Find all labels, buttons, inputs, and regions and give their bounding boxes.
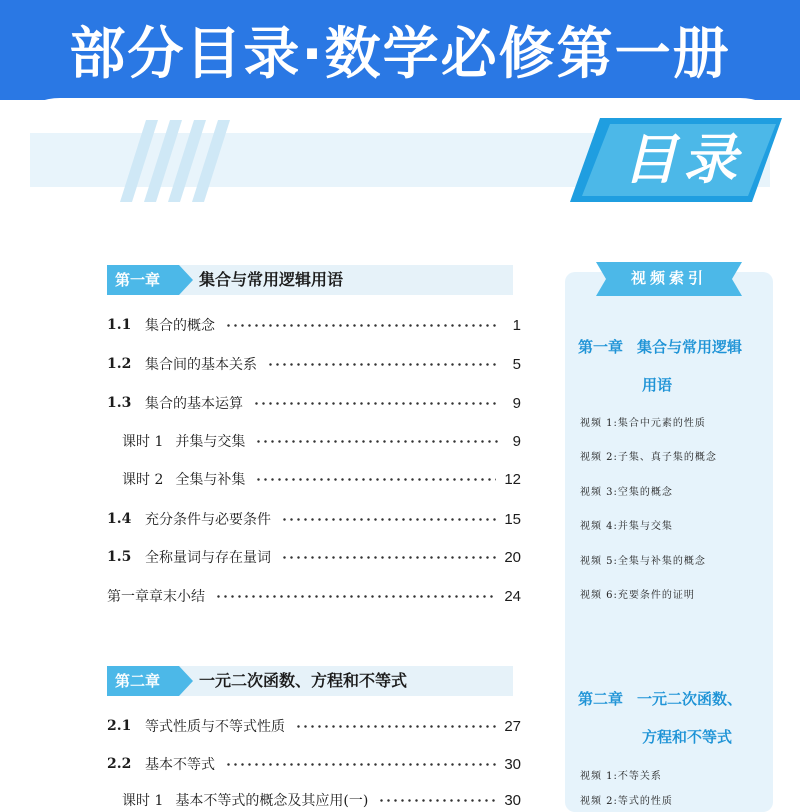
section-title: 集合的概念 xyxy=(145,318,215,334)
page-number: 9 xyxy=(512,394,521,412)
lesson-number: 课时 2 xyxy=(122,472,164,488)
dot-leader xyxy=(253,402,499,405)
toc-row[interactable] xyxy=(122,788,521,812)
video-link[interactable]: 视频 4:并集与交集 xyxy=(580,521,673,532)
section-title: 集合间的基本关系 xyxy=(145,357,257,373)
video-chapter-1-heading xyxy=(578,328,768,404)
banner-tag-label: 目录 xyxy=(623,128,743,191)
section-title: 全集与补集 xyxy=(175,472,246,488)
section-title: 基本不等式 xyxy=(145,757,215,773)
chapter-title: 一元二次函数、方程和不等式 xyxy=(199,671,408,690)
video-chapter-2-heading xyxy=(578,680,768,756)
video-link[interactable]: 视频 1:集合中元素的性质 xyxy=(580,418,706,429)
video-link[interactable]: 视频 5:全集与补集的概念 xyxy=(580,556,706,567)
section-title: 第一章章末小结 xyxy=(107,589,205,605)
page-title: 部分目录·数学必修第一册 xyxy=(69,22,731,87)
page-number: 1 xyxy=(512,316,521,334)
page-number: 24 xyxy=(504,587,521,605)
toc-row[interactable] xyxy=(107,584,521,608)
toc-row[interactable] xyxy=(107,313,521,337)
toc-row[interactable] xyxy=(107,545,521,569)
lesson-number: 课时 1 xyxy=(122,793,164,809)
dot-leader xyxy=(225,324,499,327)
section-number: 1.4 xyxy=(107,511,132,527)
section-number: 1.3 xyxy=(107,395,132,411)
dot-leader xyxy=(378,799,496,802)
toc-row[interactable] xyxy=(107,752,521,776)
page-number: 20 xyxy=(504,548,521,566)
page-number: 27 xyxy=(504,717,521,735)
video-link[interactable]: 视频 3:空集的概念 xyxy=(580,487,673,498)
chapter-2-header xyxy=(107,666,513,696)
chapter-number: 第一章 xyxy=(115,271,161,289)
dot-leader xyxy=(225,763,496,766)
section-title: 全称量词与存在量词 xyxy=(145,550,271,566)
section-number: 1.5 xyxy=(107,549,132,565)
video-chapter-title-cont: 用语 xyxy=(642,376,673,394)
page-number: 30 xyxy=(504,791,521,809)
page-number: 12 xyxy=(504,470,521,488)
section-title: 并集与交集 xyxy=(175,434,246,450)
toc-row[interactable] xyxy=(107,391,521,415)
section-number: 2.2 xyxy=(107,756,132,772)
video-chapter-title: 一元二次函数、 xyxy=(637,690,743,708)
section-number: 1.2 xyxy=(107,356,132,372)
dot-leader xyxy=(255,440,499,443)
lesson-number: 课时 1 xyxy=(122,434,164,450)
dot-leader xyxy=(267,363,499,366)
toc-row[interactable] xyxy=(107,507,521,531)
video-index-title: 视频索引 xyxy=(630,269,707,287)
page-number: 5 xyxy=(512,355,521,373)
page-number: 30 xyxy=(504,755,521,773)
section-number: 2.1 xyxy=(107,718,132,734)
section-title: 等式性质与不等式性质 xyxy=(145,719,285,735)
dot-leader xyxy=(215,595,496,598)
video-link[interactable]: 视频 2:等式的性质 xyxy=(580,796,673,807)
section-number: 1.1 xyxy=(107,317,132,333)
video-chapter-title: 集合与常用逻辑 xyxy=(637,338,743,356)
chapter-title: 集合与常用逻辑用语 xyxy=(199,270,344,289)
toc-row[interactable] xyxy=(107,352,521,376)
toc-row[interactable] xyxy=(122,467,521,491)
dot-leader xyxy=(281,518,496,521)
video-link[interactable]: 视频 6:充要条件的证明 xyxy=(580,590,695,601)
video-link[interactable]: 视频 1:不等关系 xyxy=(580,771,662,782)
toc-row[interactable] xyxy=(107,714,521,738)
video-link[interactable]: 视频 2:子集、真子集的概念 xyxy=(580,452,717,463)
chapter-1-header xyxy=(107,265,513,295)
dot-leader xyxy=(255,478,496,481)
video-chapter-number: 第二章 xyxy=(578,690,624,708)
chapter-number: 第二章 xyxy=(115,672,161,690)
page-number: 9 xyxy=(512,432,521,450)
toc-row[interactable] xyxy=(122,429,521,453)
video-chapter-title-cont: 方程和不等式 xyxy=(642,728,733,746)
section-title: 集合的基本运算 xyxy=(145,396,243,412)
decorative-stripes xyxy=(120,120,230,202)
section-title: 充分条件与必要条件 xyxy=(145,512,271,528)
dot-leader xyxy=(295,725,496,728)
section-title: 基本不等式的概念及其应用(一) xyxy=(175,793,369,809)
dot-leader xyxy=(281,556,496,559)
page-number: 15 xyxy=(504,510,521,528)
video-chapter-number: 第一章 xyxy=(578,338,624,356)
